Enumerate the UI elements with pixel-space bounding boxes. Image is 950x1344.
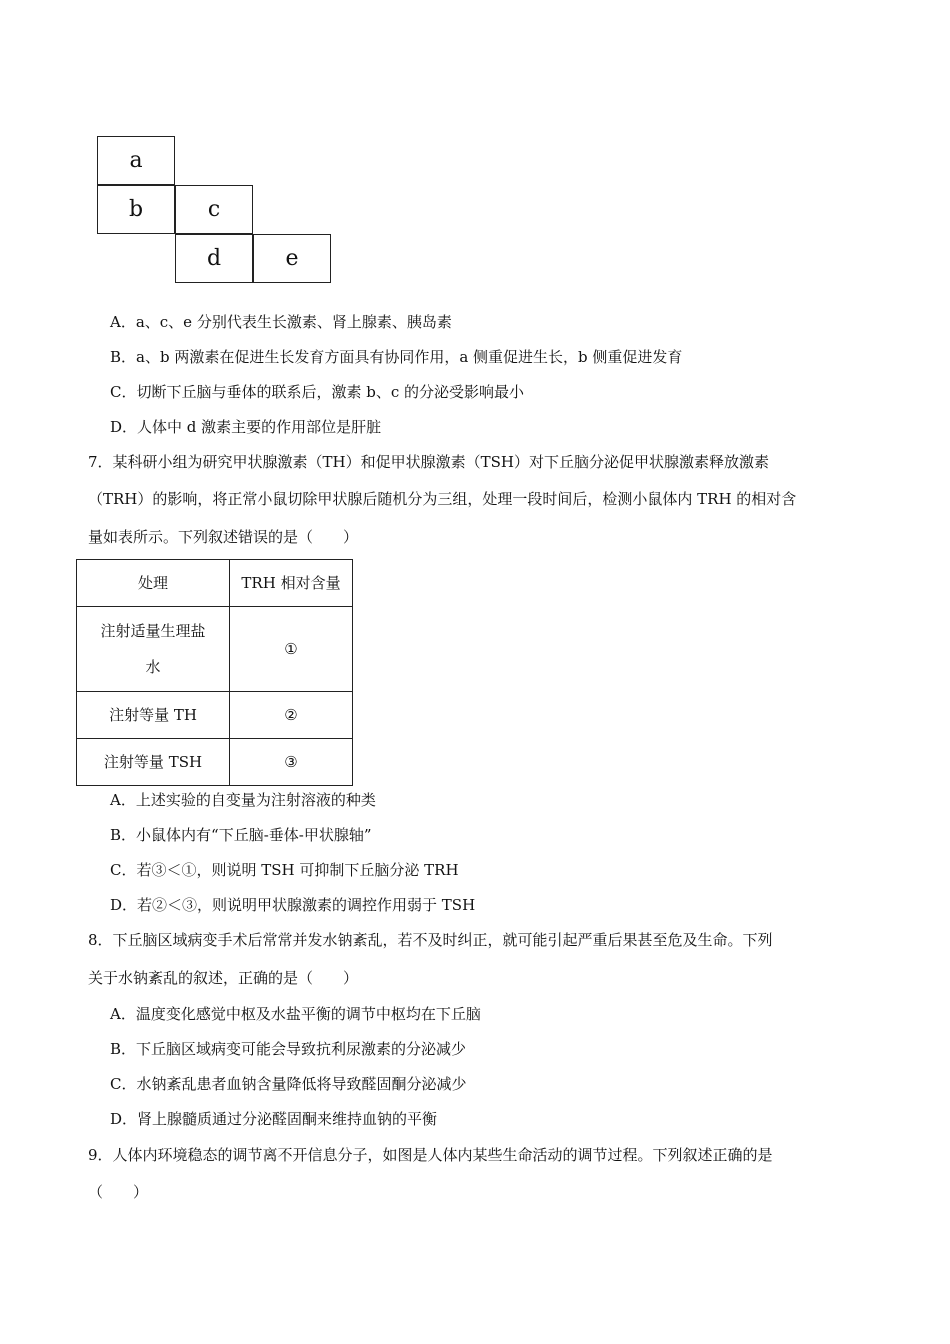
q7-stem-line-3: 量如表所示。下列叙述错误的是（ ） bbox=[88, 528, 359, 546]
table-header-treatment: 处理 bbox=[77, 560, 230, 607]
q8-option-b: B．下丘脑区域病变可能会导致抗利尿激素的分泌减少 bbox=[110, 1040, 467, 1058]
table-cell-treatment: 注射等量 TSH bbox=[77, 739, 230, 786]
q6-option-c: C．切断下丘脑与垂体的联系后，激素 b、c 的分泌受影响最小 bbox=[110, 383, 525, 401]
q8-stem-line-2: 关于水钠紊乱的叙述，正确的是（ ） bbox=[88, 969, 359, 987]
grid-cell-b: b bbox=[97, 185, 175, 234]
table-cell-value: ② bbox=[230, 692, 353, 739]
q7-option-d: D．若②＜③，则说明甲状腺激素的调控作用弱于 TSH bbox=[110, 896, 476, 914]
table-header-row bbox=[77, 560, 353, 607]
table-row bbox=[77, 739, 353, 786]
treatment-line-2: 水 bbox=[145, 658, 161, 676]
grid-cell-c: c bbox=[175, 185, 253, 234]
q7-option-a: A．上述实验的自变量为注射溶液的种类 bbox=[110, 791, 376, 809]
grid-cell-e: e bbox=[253, 234, 331, 283]
grid-cell-d: d bbox=[175, 234, 253, 283]
q7-stem-line-1: 7．某科研小组为研究甲状腺激素（TH）和促甲状腺激素（TSH）对下丘脑分泌促甲状腺激素释放激素 bbox=[88, 453, 769, 471]
grid-cell-a: a bbox=[97, 136, 175, 185]
q7-trh-table bbox=[76, 559, 353, 786]
q7-stem-line-2: （TRH）的影响，将正常小鼠切除甲状腺后随机分为三组，处理一段时间后，检测小鼠体内 TRH 的相对含 bbox=[88, 490, 797, 508]
q7-option-b: B．小鼠体内有“下丘脑-垂体-甲状腺轴” bbox=[110, 826, 372, 844]
q8-stem-line-1: 8．下丘脑区域病变手术后常常并发水钠紊乱，若不及时纠正，就可能引起严重后果甚至危及生命。下列 bbox=[88, 931, 773, 949]
q6-option-a: A．a、c、e 分别代表生长激素、肾上腺素、胰岛素 bbox=[110, 313, 452, 331]
table-cell-treatment: 注射等量 TH bbox=[77, 692, 230, 739]
q9-stem-line-1: 9．人体内环境稳态的调节离不开信息分子，如图是人体内某些生命活动的调节过程。下列叙述正确的是 bbox=[88, 1146, 773, 1164]
treatment-line-1: 注射适量生理盐 bbox=[100, 622, 206, 640]
q9-stem-line-2: （ ） bbox=[88, 1183, 149, 1201]
hormone-grid-diagram bbox=[97, 136, 337, 288]
q6-option-d: D．人体中 d 激素主要的作用部位是肝脏 bbox=[110, 418, 382, 436]
table-row bbox=[77, 607, 353, 692]
table-row bbox=[77, 692, 353, 739]
q8-option-c: C．水钠紊乱患者血钠含量降低将导致醛固酮分泌减少 bbox=[110, 1075, 467, 1093]
q8-option-a: A．温度变化感觉中枢及水盐平衡的调节中枢均在下丘脑 bbox=[110, 1005, 481, 1023]
q8-option-d: D．肾上腺髓质通过分泌醛固酮来维持血钠的平衡 bbox=[110, 1110, 438, 1128]
q7-option-c: C．若③＜①，则说明 TSH 可抑制下丘脑分泌 TRH bbox=[110, 861, 459, 879]
table-cell-treatment bbox=[77, 607, 230, 692]
table-cell-value: ③ bbox=[230, 739, 353, 786]
table-cell-value: ① bbox=[230, 607, 353, 692]
table-header-trh: TRH 相对含量 bbox=[230, 560, 353, 607]
q6-option-b: B．a、b 两激素在促进生长发育方面具有协同作用，a 侧重促进生长，b 侧重促进发育 bbox=[110, 348, 683, 366]
